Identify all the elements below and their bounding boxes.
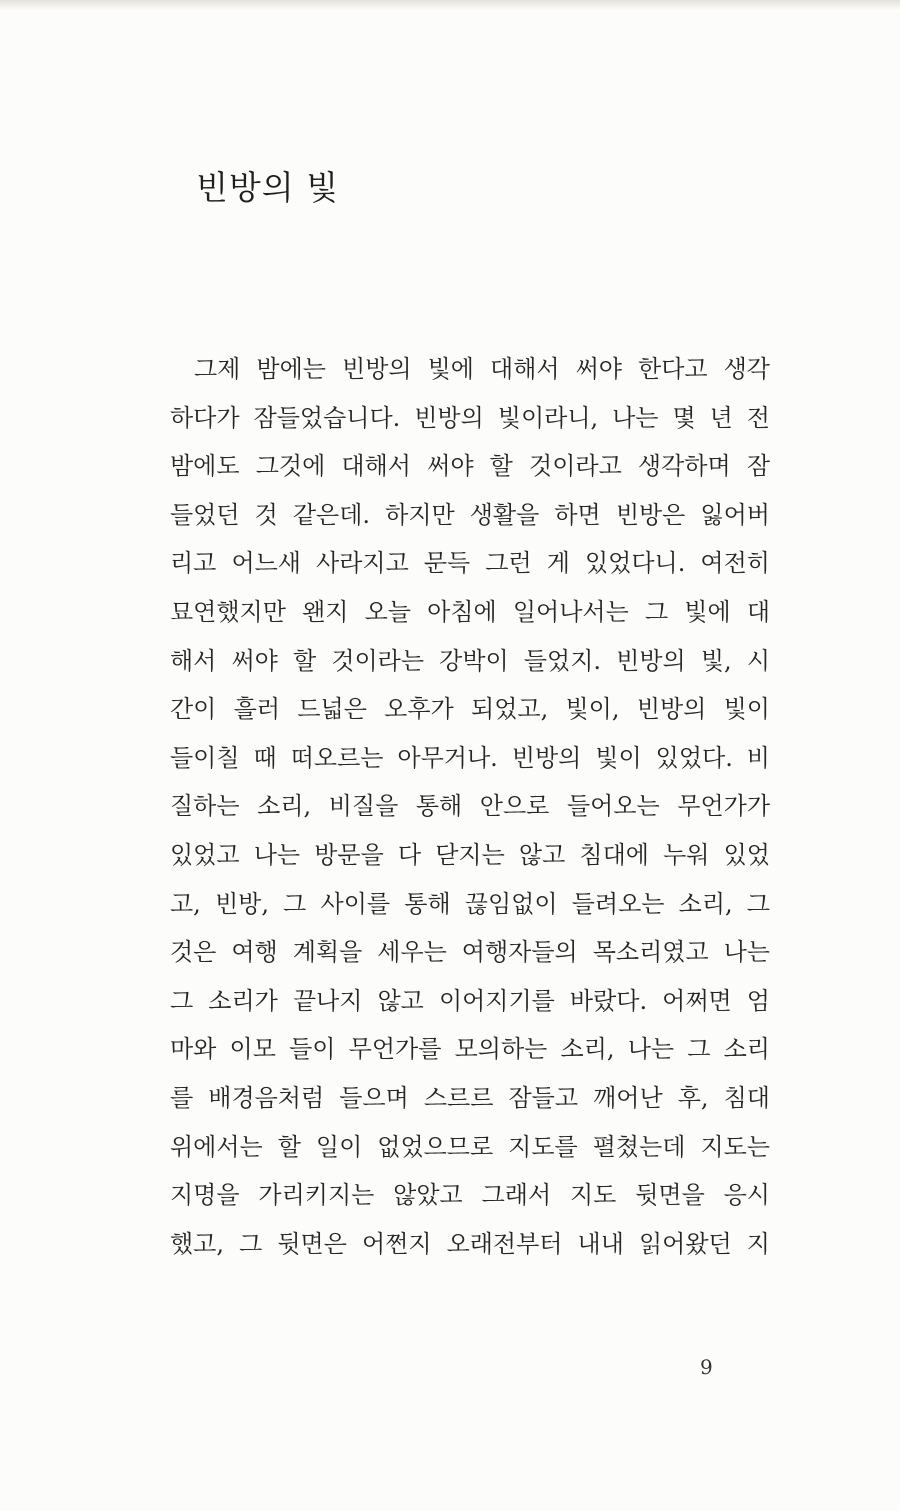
body-paragraph: [170, 345, 770, 1268]
text-line: 간이 흘러 드넓은 오후가 되었고, 빛이, 빈방의 빛이: [170, 695, 770, 724]
text-line: 그제 밤에는 빈방의 빛에 대해서 써야 한다고 생각: [194, 355, 770, 383]
text-line: 했고, 그 뒷면은 어쩐지 오래전부터 내내 읽어왔던 지: [170, 1229, 770, 1258]
page-number: 9: [700, 1355, 713, 1379]
text-line: 하다가 잠들었습니다. 빈방의 빛이라니, 나는 몇 년 전: [170, 403, 770, 432]
text-line: 것은 여행 계획을 세우는 여행자들의 목소리였고 나는: [170, 938, 770, 967]
text-line: 있었고 나는 방문을 다 닫지는 않고 침대에 누워 있었: [170, 840, 770, 869]
text-line: 묘연했지만 왠지 오늘 아침에 일어나서는 그 빛에 대: [170, 597, 770, 626]
text-line: 질하는 소리, 비질을 통해 안으로 들어오는 무언가가: [170, 792, 770, 821]
page-top-edge: [0, 0, 900, 10]
text-line: 지명을 가리키지는 않았고 그래서 지도 뒷면을 응시: [170, 1181, 770, 1210]
text-line: 리고 어느새 사라지고 문득 그런 게 있었다니. 여전히: [170, 549, 770, 578]
text-line: 그 소리가 끝나지 않고 이어지기를 바랐다. 어쩌면 엄: [170, 986, 770, 1015]
text-line: 고, 빈방, 그 사이를 통해 끊임없이 들려오는 소리, 그: [170, 889, 770, 918]
chapter-title: 빈방의 빛: [196, 168, 340, 207]
text-line: 밤에도 그것에 대해서 써야 할 것이라고 생각하며 잠: [170, 452, 770, 481]
text-line: 를 배경음처럼 들으며 스르르 잠들고 깨어난 후, 침대: [170, 1083, 770, 1112]
text-line: 들이칠 때 떠오르는 아무거나. 빈방의 빛이 있었다. 비: [170, 743, 770, 772]
text-line: 들었던 것 같은데. 하지만 생활을 하면 빈방은 잃어버: [170, 500, 770, 529]
text-line: 해서 써야 할 것이라는 강박이 들었지. 빈방의 빛, 시: [170, 646, 770, 675]
text-line: 마와 이모 들이 무언가를 모의하는 소리, 나는 그 소리: [170, 1035, 770, 1064]
text-line: 위에서는 할 일이 없었으므로 지도를 펼쳤는데 지도는: [170, 1132, 770, 1161]
